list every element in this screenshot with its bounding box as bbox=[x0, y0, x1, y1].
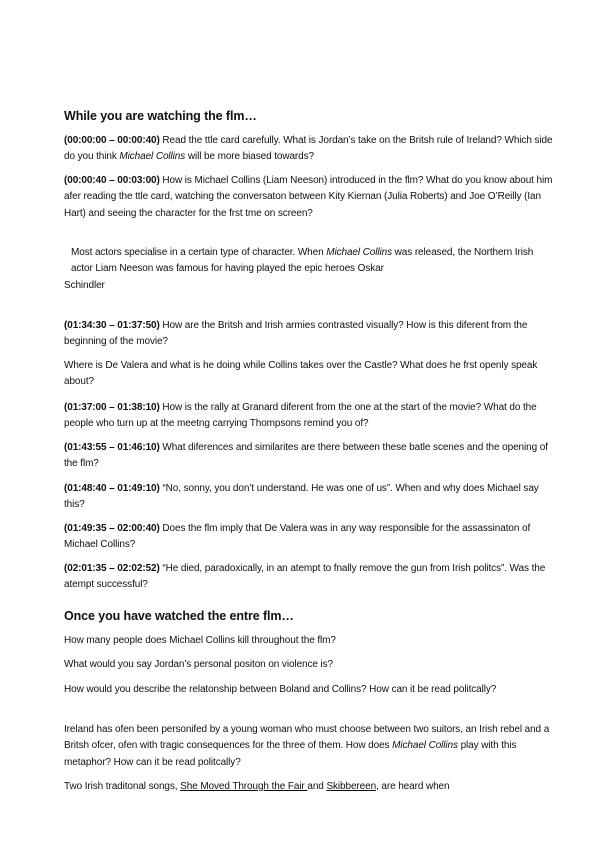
question-text: , are heard when bbox=[376, 781, 450, 792]
note-liam-neeson bbox=[64, 245, 544, 294]
question-text: “No, sonny, you don’t understand. He was one of us”. When and why does Michael say this? bbox=[64, 483, 539, 511]
question-battle-scenes bbox=[64, 440, 554, 473]
timestamp: (01:34:30 – 01:37:50) bbox=[64, 320, 160, 331]
question-text: How are the Britsh and Irish armies contrasted visually? How is this diferent from the beginning of the movie? bbox=[64, 320, 528, 348]
heading-once-watched: Once you have watched the entre flm… bbox=[64, 609, 294, 623]
song-title-link[interactable]: Skibbereen bbox=[326, 781, 377, 792]
heading-while-watching: While you are watching the flm… bbox=[64, 109, 257, 123]
film-title: Michael Collins bbox=[326, 247, 392, 258]
question-ireland-personified bbox=[64, 722, 554, 771]
note-text: was released, the Northern Irish actor Liam Neeson was famous for having played the epic heroes Oskar bbox=[71, 247, 534, 275]
question-boland-collins bbox=[64, 682, 554, 698]
timestamp: (02:01:35 – 02:02:52) bbox=[64, 563, 160, 574]
question-text: Two Irish traditonal songs, bbox=[64, 781, 181, 792]
question-remove-gun bbox=[64, 561, 554, 594]
note-text: Schindler bbox=[64, 279, 105, 291]
film-title: Michael Collins bbox=[392, 740, 458, 752]
timestamp: (01:43:55 – 01:46:10) bbox=[64, 442, 160, 453]
question-text: Read the ttle card carefully. What is Jordan’s take on the Britsh rule of Ireland? Which side do you think bbox=[64, 135, 553, 163]
question-text: How is the rally at Granard diferent from the one at the start of the movie? What do the people who turn up at the meetng carrying Thompsons remind you of? bbox=[64, 402, 537, 430]
timestamp: (00:00:40 – 00:03:00) bbox=[64, 175, 160, 186]
question-text: How many people does Michael Collins kill throughout the flm? bbox=[64, 635, 336, 646]
question-kill-count bbox=[64, 633, 554, 649]
timestamp: (01:49:35 – 02:00:40) bbox=[64, 523, 160, 534]
question-opening-title-card bbox=[64, 133, 554, 166]
question-text: play with this metaphor? How can it be read politcally? bbox=[64, 740, 517, 768]
question-text: Does the flm imply that De Valera was in any way responsible for the assassinaton of Michael Collins? bbox=[64, 523, 531, 551]
question-rally-granard bbox=[64, 400, 554, 433]
question-jordan-violence bbox=[64, 657, 554, 673]
question-text: will be more biased towards? bbox=[185, 151, 314, 163]
question-text: How would you describe the relatonship between Boland and Collins? How can it be read politcally? bbox=[64, 684, 497, 695]
timestamp: (00:00:00 – 00:00:40) bbox=[64, 135, 160, 146]
note-text: Most actors specialise in a certain type of character. When bbox=[71, 247, 327, 258]
question-text: Ireland has ofen been personifed by a young woman who must choose between two suitors, an Irish rebel and a Britsh ofcer, ofen with tragic consequences for the three of them. How does bbox=[64, 724, 550, 752]
question-armies-contrasted bbox=[64, 318, 554, 351]
timestamp: (01:48:40 – 01:49:10) bbox=[64, 483, 160, 494]
question-de-valera-castle bbox=[64, 358, 554, 391]
question-text: What diferences and similarites are there between these batle scenes and the opening of the flm? bbox=[64, 442, 548, 470]
question-irish-songs bbox=[64, 779, 554, 795]
question-assassination bbox=[64, 521, 554, 554]
question-sonny-quote bbox=[64, 481, 554, 514]
question-text: Where is De Valera and what is he doing while Collins takes over the Castle? What does he frst openly speak about? bbox=[64, 360, 538, 388]
question-text: What would you say Jordan’s personal positon on violence is? bbox=[64, 659, 333, 670]
question-text: “He died, paradoxically, in an atempt to fnally remove the gun from Irish politcs”. Was the atempt successful? bbox=[64, 563, 546, 591]
film-title: Michael Collins bbox=[119, 151, 186, 163]
timestamp: (01:37:00 – 01:38:10) bbox=[64, 402, 160, 413]
question-collins-introduced bbox=[64, 173, 554, 222]
question-text: How is Michael Collins (Liam Neeson) introduced in the flm? What do you know about him afer reading the ttle card, watching the conversaton between Kity Kiernan (Julia Roberts) and Joe O’Reilly (Ian Hart) and seeing the character for the frst tme on screen? bbox=[64, 175, 553, 219]
song-title-link[interactable]: She Moved Through the Fair bbox=[180, 781, 308, 792]
question-text: and bbox=[307, 781, 327, 792]
